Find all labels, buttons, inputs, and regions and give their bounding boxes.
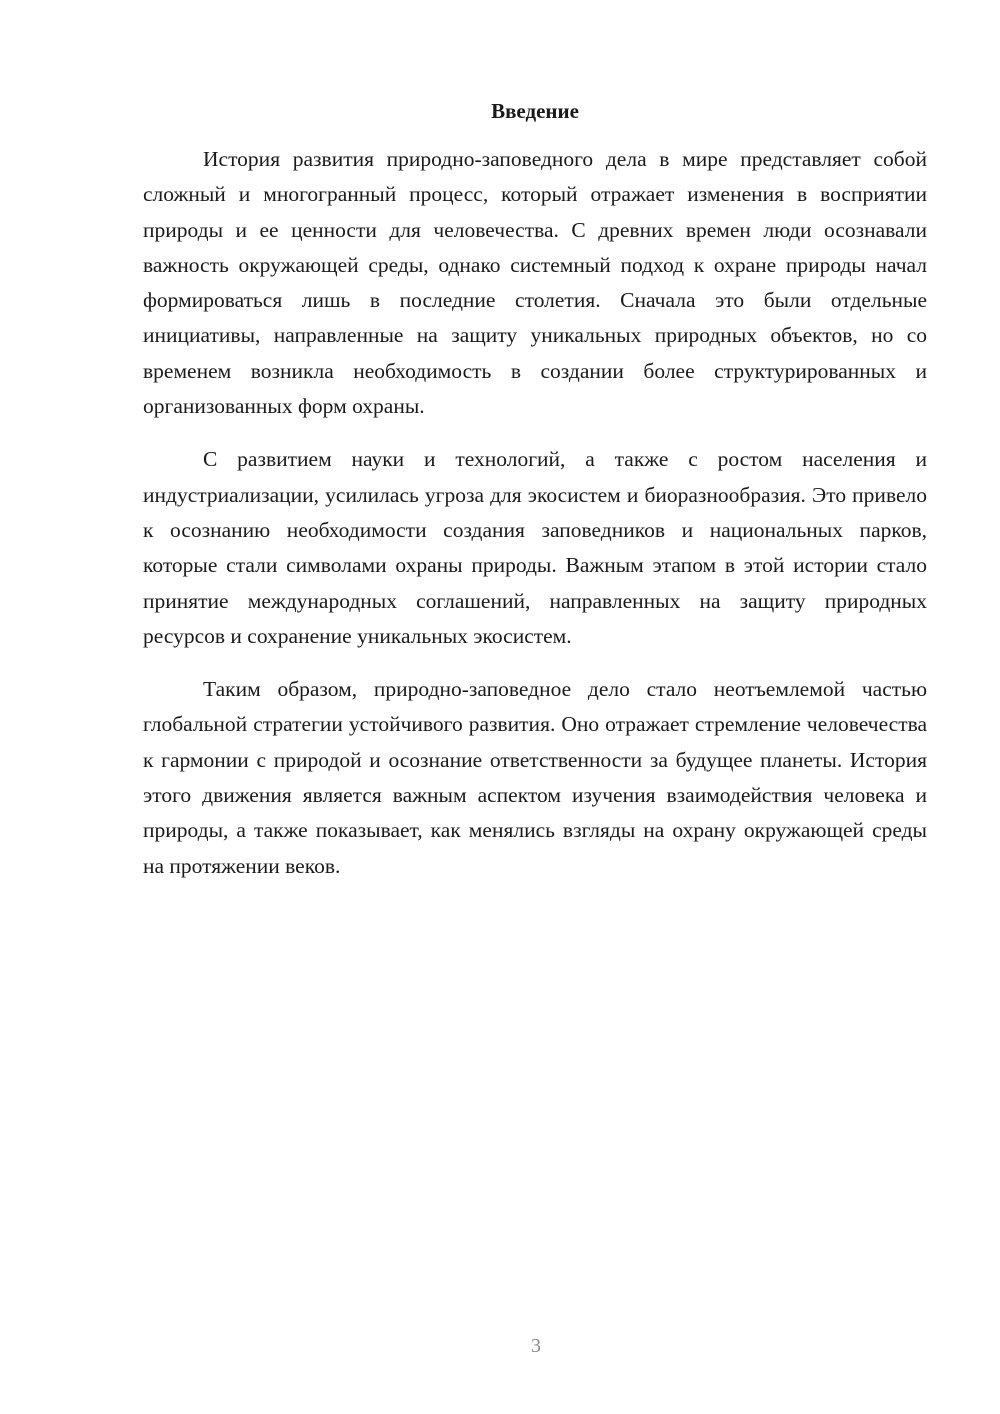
paragraph-1: История развития природно-заповедного дела в мире представляет собой сложный и многогранный процесс, который отражает изменения в восприятии природы и ее ценности для человечества. С древних времен люди осознавали важность окружающей среды, однако системный подход к охране природы начал формироваться лишь в последние столетия. Сначала это были отдельные инициативы, направленные на защиту уникальных природных объектов, но со временем возникла необходимость в создании более структурированных и организованных форм охраны. <box>143 147 927 419</box>
section-heading: Введение <box>491 99 579 123</box>
paragraph-3: Таким образом, природно-заповедное дело стало неотъемлемой частью глобальной стратегии устойчивого развития. Оно отражает стремление человечества к гармонии с природой и осознание ответственности за будущее планеты. История этого движения является важным аспектом изучения взаимодействия человека и природы, а также показывает, как менялись взгляды на охрану окружающей среды на протяжении веков. <box>143 677 927 878</box>
page-number: 3 <box>531 1335 541 1357</box>
paragraph-2: С развитием науки и технологий, а также с ростом населения и индустриализации, усилилась угроза для экосистем и биоразнообразия. Это привело к осознанию необходимости создания заповедников и национальных парков, которые стали символами охраны природы. Важным этапом в этой истории стало принятие международных соглашений, направленных на защиту природных ресурсов и сохранение уникальных экосистем. <box>143 447 927 648</box>
body-text <box>143 142 927 902</box>
